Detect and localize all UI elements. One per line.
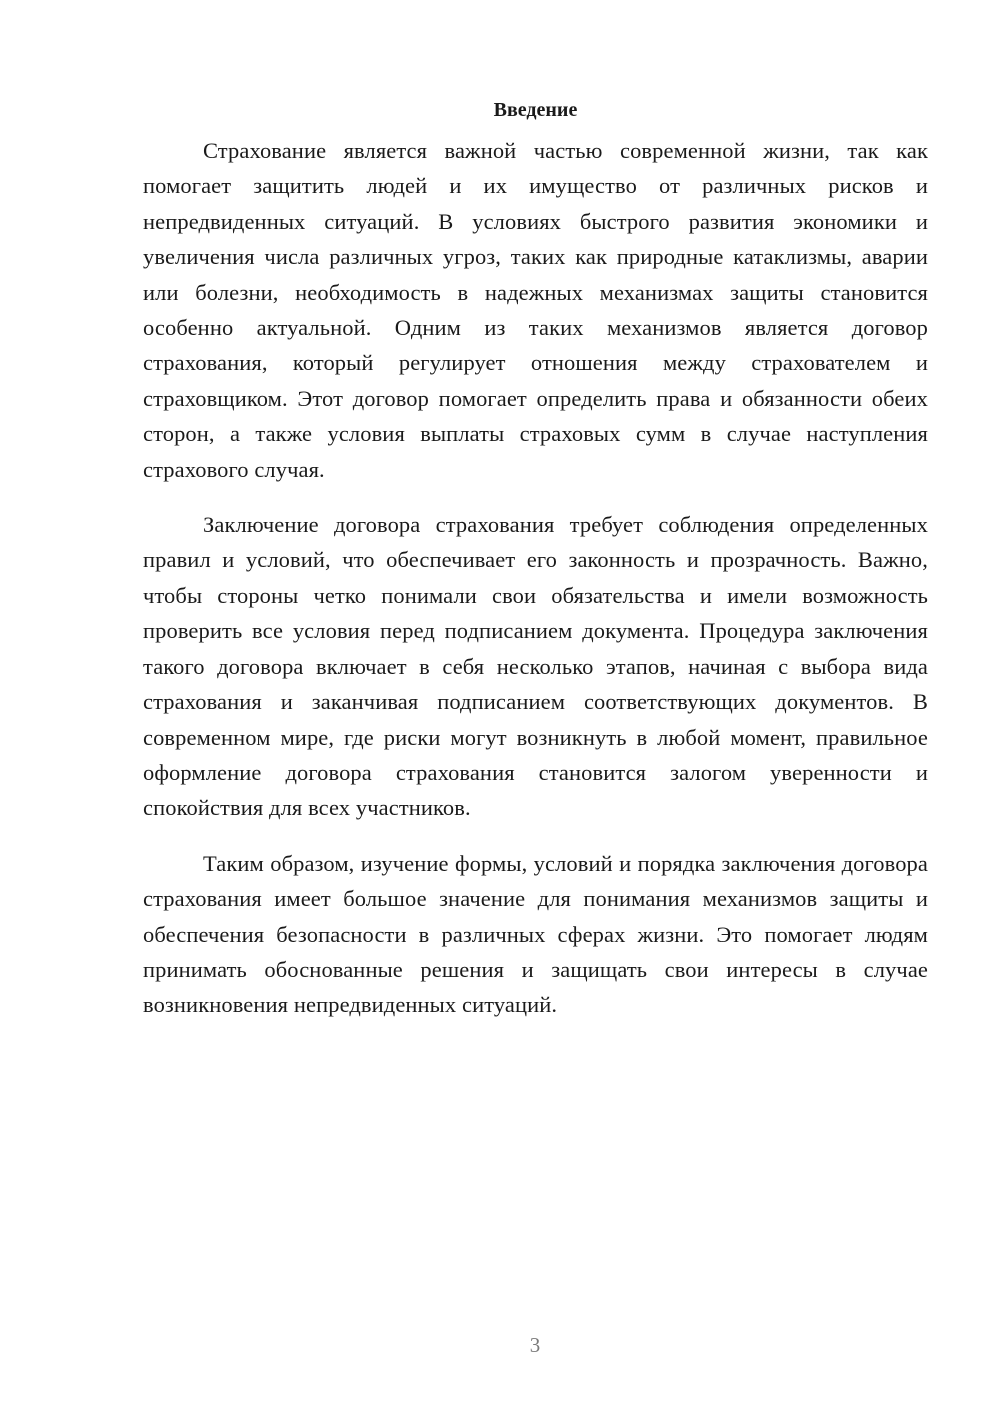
section-title: Введение (493, 99, 578, 121)
document-page (143, 92, 928, 1043)
page-number: 3 (529, 1333, 541, 1357)
paragraph-3: Таким образом, изучение формы, условий и порядка заключения договора страхования имеет большое значение для понимания механизмов защиты и обеспечения безопасности в различных сферах жизни. Это помогает людям принимать обоснованные решения и защищать свои интересы в случае возникновения непредвиденных ситуаций. (143, 850, 928, 1018)
paragraph-1: Страхование является важной частью современной жизни, так как помогает защитить людей и их имущество от различных рисков и непредвиденных ситуаций. В условиях быстрого развития экономики и увеличения числа различных угроз, таких как природные катаклизмы, аварии или болезни, необходимость в надежных механизмах защиты становится особенно актуальной. Одним из таких механизмов является договор страхования, который регулирует отношения между страхователем и страховщиком. Этот договор помогает определить права и обязанности обеих сторон, а также условия выплаты страховых сумм в случае наступления страхового случая. (143, 138, 928, 482)
paragraph-2: Заключение договора страхования требует соблюдения определенных правил и условий, что обеспечивает его законность и прозрачность. Важно, чтобы стороны четко понимали свои обязательства и имели возможность проверить все условия перед подписанием документа. Процедура заключения такого договора включает в себя несколько этапов, начиная с выбора вида страхования и заканчивая подписанием соответствующих документов. В современном мире, где риски могут возникнуть в любой момент, правильное оформление договора страхования становится залогом уверенности и спокойствия для всех участников. (143, 512, 928, 821)
